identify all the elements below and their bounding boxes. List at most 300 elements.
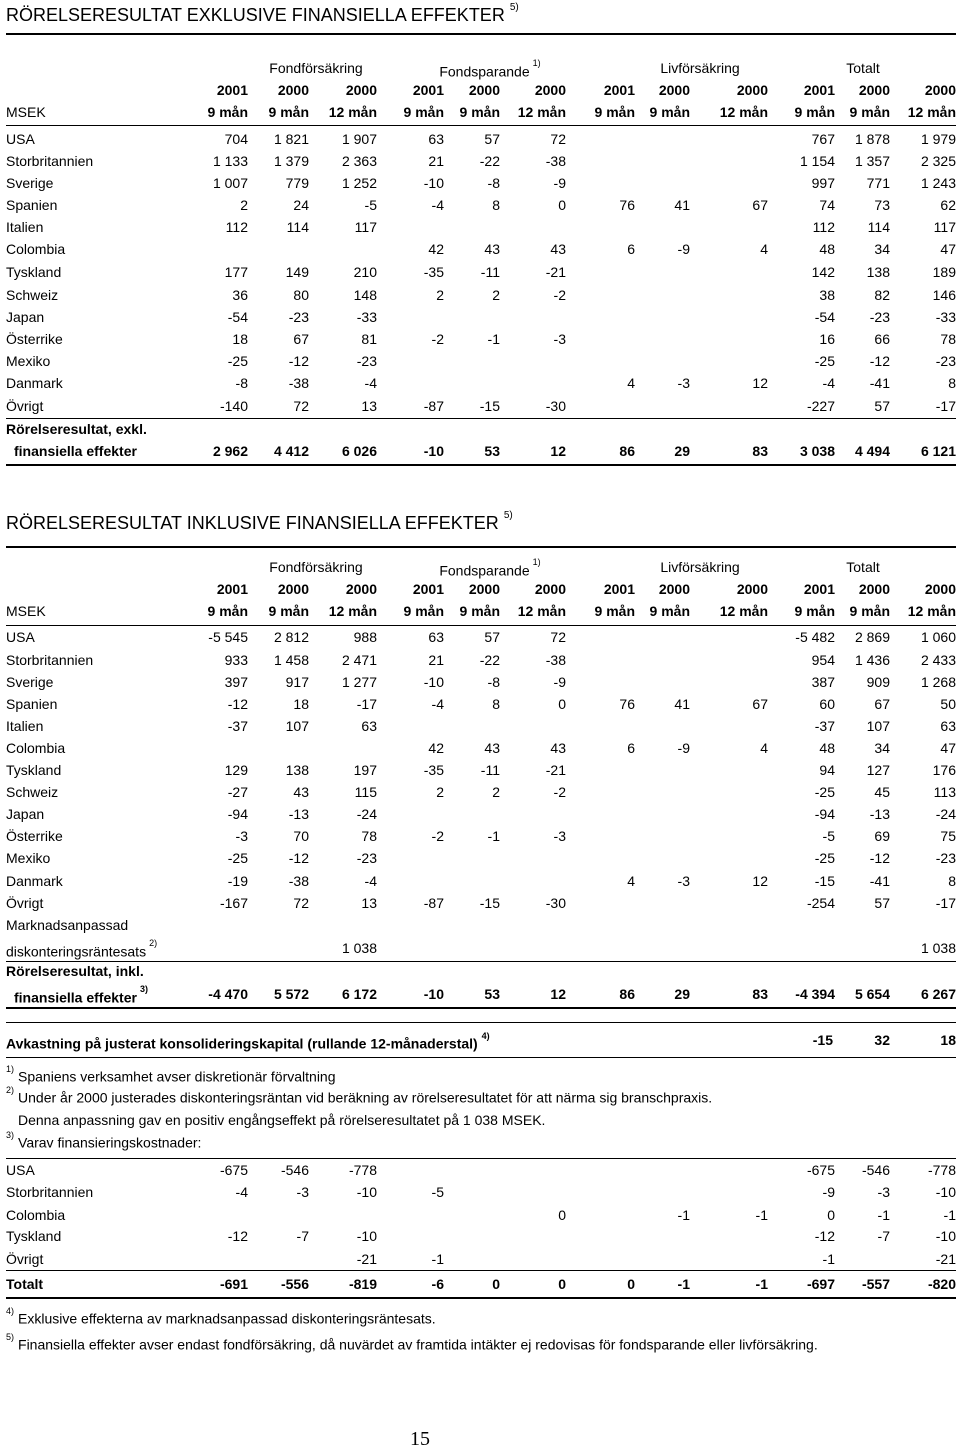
cell-value: 66 [874, 331, 890, 347]
cell-value: -11 [480, 762, 500, 778]
table-row [0, 396, 960, 416]
cell-value: -23 [935, 353, 956, 369]
year-header: 2001 [803, 82, 835, 98]
cell-value: 1 243 [920, 175, 956, 191]
total-label: finansiella effekter [14, 443, 137, 459]
cell-value: 988 [353, 629, 377, 645]
cell-value: 2 [492, 287, 500, 303]
cell-value: -94 [814, 806, 835, 822]
cell-value: 45 [874, 784, 890, 800]
cell-value: -19 [227, 873, 248, 889]
period-header: 12 mån [719, 603, 768, 619]
cell-value: 1 268 [920, 674, 956, 690]
cell-value: -3 [877, 1184, 890, 1200]
cell-value: 1 038 [341, 940, 377, 956]
cell-value: 138 [866, 264, 890, 280]
cell-value: -3 [677, 375, 690, 391]
section-1-top-rule [6, 33, 956, 35]
cell-value: 0 [492, 1276, 500, 1292]
cell-value: 42 [428, 740, 444, 756]
cell-value: 67 [752, 696, 768, 712]
period-header: 9 mån [268, 603, 309, 619]
cell-value: -54 [227, 309, 248, 325]
cell-value: 1 252 [341, 175, 377, 191]
total-label: Totalt [6, 1276, 44, 1292]
row-label: Colombia [6, 241, 66, 257]
period-header: 12 mån [517, 104, 566, 120]
cell-value: -5 [822, 828, 835, 844]
cell-value: 76 [619, 696, 635, 712]
cell-value: -1 [677, 1207, 690, 1223]
table-row [0, 262, 960, 282]
group-header-label: Livförsäkring [660, 60, 740, 76]
cell-value: -5 [431, 1184, 444, 1200]
footnote-mark: 3) [6, 1130, 15, 1140]
group-header-note: 1) [532, 557, 541, 567]
cell-value: 43 [550, 241, 566, 257]
cell-value: -12 [227, 1228, 248, 1244]
cell-value: -27 [227, 784, 248, 800]
return-bottom-rule [6, 1057, 956, 1058]
cell-value: 8 [492, 696, 500, 712]
cell-value: -227 [806, 398, 835, 414]
cell-value: 6 026 [341, 443, 377, 459]
cell-value: 47 [940, 241, 956, 257]
cell-value: 917 [285, 674, 309, 690]
cell-value: 67 [874, 696, 890, 712]
cell-value: 8 [948, 375, 956, 391]
table-row [0, 627, 960, 647]
group-header-label: Fondförsäkring [269, 559, 363, 575]
table-row [0, 351, 960, 371]
cell-value: -9 [553, 674, 566, 690]
return-row-label-text: Avkastning på justerat konsolideringskapital (rullande 12-månaderstal) [6, 1035, 478, 1052]
footnote-mark: 5) [6, 1332, 15, 1342]
cell-value: 2 962 [212, 443, 248, 459]
total-label: Rörelseresultat, inkl. [6, 963, 144, 979]
row-label: Tyskland [6, 762, 62, 778]
cell-value: 48 [819, 241, 835, 257]
section-1-title-text: RÖRELSERESULTAT EXKLUSIVE FINANSIELLA EFFEKTER [6, 5, 505, 25]
cell-value: -41 [869, 873, 890, 889]
cell-value: 57 [874, 398, 890, 414]
period-header: 9 mån [849, 104, 890, 120]
cell-value: -15 [479, 895, 500, 911]
cell-value: 47 [940, 740, 956, 756]
cell-value: 0 [558, 1207, 566, 1223]
row-label: Japan [6, 806, 45, 822]
cell-value: -35 [423, 762, 444, 778]
table-row [0, 217, 960, 237]
cell-value: 177 [224, 264, 248, 280]
section-1-title-note: 5) [509, 2, 519, 13]
cell-value: 12 [752, 873, 768, 889]
row-label: Sverige [6, 674, 54, 690]
year-header: 2000 [534, 581, 566, 597]
table-row [0, 760, 960, 780]
cell-value: -38 [545, 153, 566, 169]
cell-value: 42 [428, 241, 444, 257]
row-label: Italien [6, 219, 44, 235]
year-header: 2001 [603, 82, 635, 98]
page-number: 15 [410, 1428, 430, 1450]
cell-value: 704 [224, 131, 248, 147]
section-1-title [6, 2, 519, 26]
cell-value: 0 [558, 197, 566, 213]
cell-value: 53 [484, 443, 500, 459]
row-label: Schweiz [6, 784, 59, 800]
cell-value: -13 [869, 806, 890, 822]
cell-value: -3 [296, 1184, 309, 1200]
year-header: 2000 [858, 82, 890, 98]
cell-value: -17 [935, 398, 956, 414]
cell-value: 13 [361, 895, 377, 911]
rule [6, 1297, 956, 1299]
group-header-label: Fondförsäkring [269, 60, 363, 76]
row-label: Schweiz [6, 287, 59, 303]
cell-value: -4 394 [795, 986, 835, 1002]
cell-value: 38 [819, 287, 835, 303]
cell-value: 1 458 [273, 652, 309, 668]
cell-value: 909 [866, 674, 890, 690]
cell-value: 41 [674, 696, 690, 712]
return-row-note: 4) [481, 1031, 490, 1041]
mkt-label-row [0, 915, 960, 935]
table-row [0, 307, 960, 327]
cell-value: 176 [932, 762, 956, 778]
row-label: Storbritannien [6, 1184, 94, 1200]
cell-value: -5 545 [208, 629, 248, 645]
cell-value: 86 [619, 443, 635, 459]
cell-value: -4 [364, 873, 377, 889]
row-label: Tyskland [6, 264, 62, 280]
cell-value: -2 [553, 784, 566, 800]
mkt-row [0, 938, 960, 958]
year-header: 2000 [468, 581, 500, 597]
rule [6, 546, 956, 548]
year-header: 2001 [216, 82, 248, 98]
cell-value: -1 [943, 1207, 956, 1223]
cell-value: -4 [364, 375, 377, 391]
cell-value: 43 [484, 740, 500, 756]
cell-value: 72 [293, 895, 309, 911]
row-label: Mexiko [6, 353, 51, 369]
cell-value: 1 060 [920, 629, 956, 645]
cell-value: -4 [431, 197, 444, 213]
footnote [18, 1112, 545, 1128]
year-header: 2001 [603, 581, 635, 597]
period-header: 12 mån [907, 603, 956, 619]
cell-value: -87 [423, 895, 444, 911]
year-header: 2000 [924, 581, 956, 597]
cell-value: -820 [927, 1276, 956, 1292]
row-label: USA [6, 629, 35, 645]
cell-value: -10 [935, 1228, 956, 1244]
row-label: USA [6, 131, 35, 147]
cell-value: 0 [627, 1276, 635, 1292]
cell-value: 6 [627, 241, 635, 257]
cell-value: 127 [866, 762, 890, 778]
cell-value: 4 412 [273, 443, 309, 459]
cell-value: 67 [293, 331, 309, 347]
group-header-label: Totalt [846, 60, 880, 76]
year-header: 2000 [468, 82, 500, 98]
cell-value: -556 [280, 1276, 309, 1292]
cell-value: -691 [219, 1276, 248, 1292]
section-2-title [6, 510, 513, 534]
cell-value: 78 [361, 828, 377, 844]
cell-value: 6 121 [920, 443, 956, 459]
cell-value: -9 [553, 175, 566, 191]
row-label: Övrigt [6, 895, 44, 911]
cell-value: 4 [627, 375, 635, 391]
cell-value: 107 [866, 718, 890, 734]
cell-value: 5 572 [273, 986, 309, 1002]
period-header: 12 mån [328, 104, 377, 120]
cell-value: 50 [940, 696, 956, 712]
cell-value: -25 [814, 850, 835, 866]
cell-value: 12 [550, 986, 566, 1002]
cell-value: -21 [545, 762, 566, 778]
footnote-text: Exklusive effekterna av marknadsanpassad diskonteringsräntesats. [18, 1310, 436, 1327]
cell-value: 12 [752, 375, 768, 391]
cell-value: -17 [356, 696, 377, 712]
cell-value: 779 [285, 175, 309, 191]
cell-value: 76 [619, 197, 635, 213]
table-row [0, 738, 960, 758]
unit-label: MSEK [6, 104, 46, 120]
table-row [0, 285, 960, 305]
rule [6, 1158, 956, 1159]
year-header: 2000 [736, 82, 768, 98]
cell-value: -17 [935, 895, 956, 911]
cell-value: 117 [354, 219, 377, 235]
table-row [0, 239, 960, 259]
cell-value: 72 [550, 629, 566, 645]
cell-value: -9 [822, 1184, 835, 1200]
cell-value: -87 [423, 398, 444, 414]
cell-value: -1 [677, 1276, 690, 1292]
cell-value: 2 471 [341, 652, 377, 668]
cell-value: -4 [822, 375, 835, 391]
cell-value: 115 [354, 784, 377, 800]
row-label: Mexiko [6, 850, 51, 866]
cell-value: 82 [874, 287, 890, 303]
cell-value: 78 [940, 331, 956, 347]
cell-value: -23 [356, 353, 377, 369]
cell-value: 8 [492, 197, 500, 213]
table-row [0, 826, 960, 846]
footnote-mark: 2) [6, 1085, 15, 1095]
cell-value: 81 [361, 331, 377, 347]
cell-value: -30 [545, 895, 566, 911]
cell-value: -5 [364, 197, 377, 213]
cell-value: -1 [755, 1276, 768, 1292]
cell-value: 48 [819, 740, 835, 756]
year-header: 2000 [658, 581, 690, 597]
row-label: Tyskland [6, 1228, 62, 1244]
period-header: 9 mån [649, 104, 690, 120]
return-value: 18 [940, 1032, 956, 1048]
cell-value: 2 [436, 287, 444, 303]
group-header [236, 58, 396, 78]
cell-value: -697 [806, 1276, 835, 1292]
cell-value: 0 [558, 696, 566, 712]
period-header: 9 mån [207, 104, 248, 120]
group-header [236, 557, 396, 577]
total-note: 3) [139, 984, 148, 994]
cell-value: 397 [224, 674, 248, 690]
rule [6, 1007, 956, 1009]
cell-value: -10 [423, 443, 444, 459]
cell-value: 62 [940, 197, 956, 213]
table-row [0, 329, 960, 349]
footnote [6, 1130, 202, 1151]
group-header-label: Fondsparande [439, 63, 530, 80]
cell-value: 80 [293, 287, 309, 303]
mkt-note: 2) [149, 938, 158, 948]
cell-value: 112 [812, 219, 835, 235]
cell-value: 997 [811, 175, 835, 191]
cell-value: -254 [806, 895, 835, 911]
cell-value: -22 [479, 153, 500, 169]
table-row [0, 871, 960, 891]
cell-value: 16 [819, 331, 835, 347]
cell-value: -12 [288, 353, 309, 369]
cell-value: 767 [811, 131, 835, 147]
cell-value: 1 154 [799, 153, 835, 169]
period-header: 12 mån [907, 104, 956, 120]
year-row [0, 579, 960, 599]
cell-value: 387 [811, 674, 835, 690]
cell-value: 8 [948, 873, 956, 889]
table-row [0, 1205, 960, 1225]
cell-value: -546 [861, 1162, 890, 1178]
total-row [0, 984, 960, 1004]
cell-value: -25 [814, 353, 835, 369]
cell-value: -12 [814, 1228, 835, 1244]
cell-value: 142 [811, 264, 835, 280]
table-row [0, 782, 960, 802]
cell-value: -10 [423, 986, 444, 1002]
cell-value: -9 [677, 241, 690, 257]
cell-value: 1 277 [341, 674, 377, 690]
cell-value: -3 [677, 873, 690, 889]
cell-value: 4 [627, 873, 635, 889]
cell-value: -557 [861, 1276, 890, 1292]
return-top-rule [6, 1022, 956, 1023]
group-header [620, 557, 780, 577]
cell-value: -7 [877, 1228, 890, 1244]
cell-value: 60 [819, 696, 835, 712]
cell-value: 6 [627, 740, 635, 756]
cell-value: 1 436 [854, 652, 890, 668]
cell-value: -13 [288, 806, 309, 822]
cell-value: -4 [431, 696, 444, 712]
cell-value: 72 [293, 398, 309, 414]
row-label: USA [6, 1162, 35, 1178]
table-row [0, 893, 960, 913]
table-row [0, 1182, 960, 1202]
section-2-title-note: 5) [503, 510, 513, 521]
rule [6, 1270, 956, 1271]
cell-value: 1 133 [212, 153, 248, 169]
cell-value: -25 [227, 353, 248, 369]
cell-value: 0 [558, 1276, 566, 1292]
cell-value: 1 007 [212, 175, 248, 191]
cell-value: 63 [428, 629, 444, 645]
year-header: 2000 [277, 82, 309, 98]
cell-value: 0 [827, 1207, 835, 1223]
cell-value: 933 [224, 652, 248, 668]
cell-value: -7 [296, 1228, 309, 1244]
cell-value: -4 470 [208, 986, 248, 1002]
footnote-mark: 1) [6, 1064, 15, 1074]
footnote [6, 1306, 436, 1327]
cell-value: 2 [492, 784, 500, 800]
cell-value: 18 [293, 696, 309, 712]
period-header: 12 mån [328, 603, 377, 619]
cell-value: -33 [356, 309, 377, 325]
row-label: Danmark [6, 375, 63, 391]
cell-value: 74 [819, 197, 835, 213]
cell-value: 63 [361, 718, 377, 734]
row-label: Övrigt [6, 1251, 44, 1267]
cell-value: -38 [288, 873, 309, 889]
cell-value: 210 [353, 264, 377, 280]
cell-value: 70 [293, 828, 309, 844]
cell-value: 43 [293, 784, 309, 800]
cell-value: -1 [755, 1207, 768, 1223]
table-row [0, 373, 960, 393]
cell-value: 6 267 [920, 986, 956, 1002]
cell-value: 197 [353, 762, 377, 778]
cell-value: 34 [874, 740, 890, 756]
year-header: 2001 [412, 581, 444, 597]
footnote [6, 1085, 713, 1106]
row-label: Österrike [6, 828, 63, 844]
group-header [410, 58, 570, 78]
cell-value: 113 [933, 784, 956, 800]
unit-label: MSEK [6, 603, 46, 619]
cell-value: -9 [677, 740, 690, 756]
period-header: 9 mån [207, 603, 248, 619]
return-value: 32 [874, 1032, 890, 1048]
cell-value: 75 [940, 828, 956, 844]
total-label-row [0, 419, 960, 439]
year-header: 2000 [658, 82, 690, 98]
cell-value: 2 [240, 197, 248, 213]
cell-value: -15 [479, 398, 500, 414]
cell-value: -1 [431, 1251, 444, 1267]
cell-value: -24 [356, 806, 377, 822]
cell-value: 67 [752, 197, 768, 213]
group-header-note: 1) [532, 58, 541, 68]
cell-value: -33 [935, 309, 956, 325]
year-header: 2000 [924, 82, 956, 98]
table-row [0, 716, 960, 736]
group-header-label: Fondsparande [439, 562, 530, 579]
cell-value: 1 379 [273, 153, 309, 169]
cell-value: 34 [874, 241, 890, 257]
cell-value: 114 [867, 219, 890, 235]
period-header: 9 mån [794, 603, 835, 619]
cell-value: 2 325 [920, 153, 956, 169]
total-label-text: finansiella effekter [14, 989, 137, 1006]
period-header: 9 mån [594, 104, 635, 120]
return-value: -15 [812, 1032, 833, 1048]
cell-value: 1 038 [920, 940, 956, 956]
